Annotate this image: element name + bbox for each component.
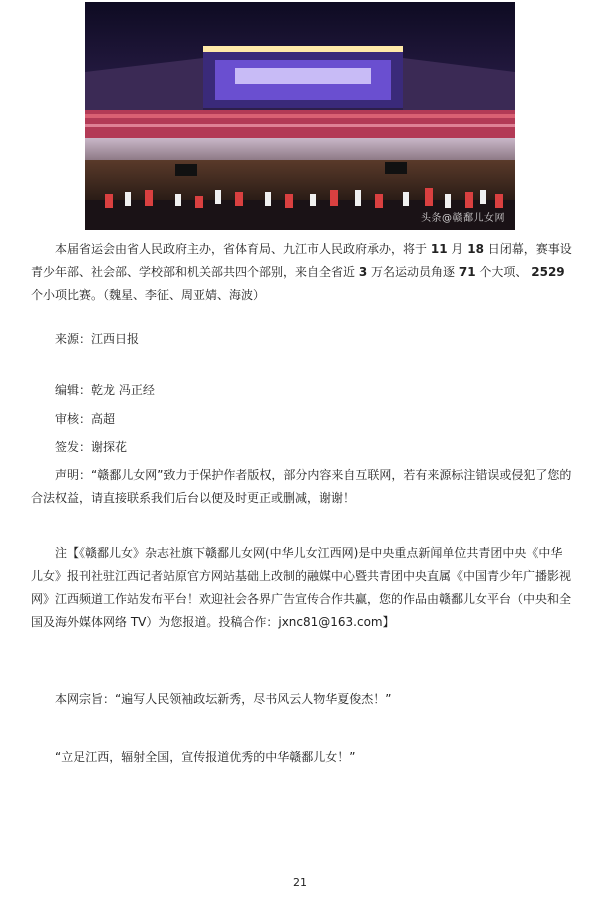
p1-athletes: 3 (358, 265, 368, 279)
source-line: 来源：江西日报 (55, 332, 140, 346)
stadium-illustration (85, 2, 515, 230)
sign-line: 签发：谢探花 (55, 440, 128, 454)
p1-text-3: 日闭幕，赛事设青少年部、社会部、学校部和机关部共四个部别，来自全省近 (31, 242, 572, 279)
slogan-line: “立足江西，辐射全国，宣传报道优秀的中华赣鄱儿女！” (55, 750, 356, 764)
p1-month: 11 (430, 242, 448, 256)
note-paragraph: 注【《赣鄱儿女》杂志社旗下赣鄱儿女网(中华儿女江西网)是中央重点新闻单位共青团中央《中华儿女》报刊社驻江西记者站原官方网站基础上改制的融媒中心暨共青团中央直属《中国青少年广播影视网》江西频道工作站发布平台！欢迎社会各界广告宣传合作共赢，您的作品由赣鄱儿女平台（中央和全国及海外媒体网络 TV）为您报道。投稿合作：jxnc81@163.com】 (31, 546, 572, 629)
review-line: 审核：高超 (55, 412, 116, 426)
p1-text-5: 个大项、 (479, 265, 528, 279)
page-number: 21 (293, 876, 307, 889)
article-paragraph-summary (31, 238, 573, 307)
p1-events-minor: 2529 (531, 265, 565, 279)
p1-text-6: 个小项比赛。（魏星、李征、周亚婧、海波） (31, 288, 266, 302)
mission-statement: 本网宗旨：“遍写人民领袖政坛新秀，尽书风云人物华夏俊杰！” (55, 692, 392, 706)
p1-day: 18 (467, 242, 484, 256)
p1-text-4: 万名运动员角逐 (371, 265, 456, 279)
stadium-ceremony-photo (85, 2, 515, 230)
declaration-paragraph: 声明：“赣鄱儿女网”致力于保护作者版权，部分内容来自互联网，若有来源标注错误或侵犯了您的合法权益，请直接联系我们后台以便及时更正或删减，谢谢！ (31, 468, 572, 505)
p1-events-major: 71 (458, 265, 476, 279)
p1-text-2: 月 (451, 242, 464, 256)
photo-watermark: 头条@赣鄱儿女网 (421, 213, 505, 224)
editor-line: 编辑：乾龙 冯正经 (55, 383, 155, 397)
p1-text-1: 本届省运会由省人民政府主办，省体育局、九江市人民政府承办，将于 (55, 242, 428, 256)
